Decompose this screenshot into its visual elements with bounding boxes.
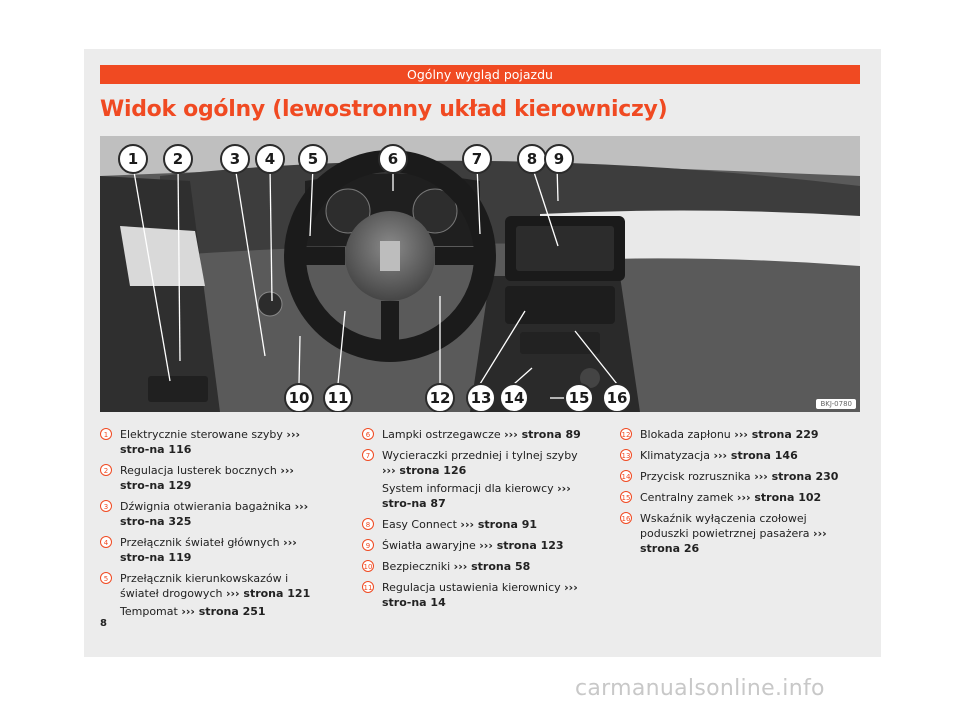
- item-number: 9: [362, 539, 374, 551]
- page-reference: ››› strona 91: [460, 518, 538, 531]
- dashboard-illustration: [100, 136, 860, 412]
- legend-column-2: [362, 427, 587, 616]
- item-number: 1: [100, 428, 112, 440]
- item-number: 7: [362, 449, 374, 461]
- callout-16: 16: [602, 383, 632, 412]
- item-text: Elektrycznie sterowane szyby: [120, 428, 283, 441]
- item-text: Przełącznik świateł głównych: [120, 536, 280, 549]
- page-reference: ››› strona 102: [736, 491, 822, 504]
- item-text: Wycieraczki przedniej i tylnej szyby: [382, 449, 578, 462]
- callout-7: 7: [462, 144, 492, 174]
- item-number: 10: [362, 560, 374, 572]
- page-reference: ››› strona 251: [181, 605, 266, 618]
- list-item: [362, 448, 587, 511]
- callout-13: 13: [466, 383, 496, 412]
- page-reference: ››› strona 123: [479, 539, 564, 552]
- list-item: [100, 463, 325, 493]
- list-item: [100, 499, 325, 529]
- item-text: Centralny zamek: [640, 491, 734, 504]
- callout-6: 6: [378, 144, 408, 174]
- callout-1: 1: [118, 144, 148, 174]
- page-reference: ››› stro-na 87: [382, 482, 571, 510]
- dashboard-figure: [100, 136, 860, 412]
- callout-11: 11: [323, 383, 353, 412]
- item-text: Easy Connect: [382, 518, 457, 531]
- watermark-text: carmanualsonline.info: [575, 676, 825, 701]
- item-text: Regulacja lusterek bocznych: [120, 464, 277, 477]
- page-reference: ››› stro-na 116: [120, 428, 301, 456]
- item-text: Przełącznik kierunkowskazów i świateł drogowych: [120, 572, 289, 600]
- list-item: [620, 427, 845, 442]
- item-number: 4: [100, 536, 112, 548]
- item-number: 5: [100, 572, 112, 584]
- callout-12: 12: [425, 383, 455, 412]
- list-item: [362, 559, 587, 574]
- item-subline: [120, 604, 325, 619]
- item-text: Bezpieczniki: [382, 560, 451, 573]
- section-header: Ogólny wygląd pojazdu: [100, 65, 860, 84]
- legend-column-3: [620, 427, 845, 562]
- callout-8: 8: [517, 144, 547, 174]
- callout-9: 9: [544, 144, 574, 174]
- item-number: 6: [362, 428, 374, 440]
- page-reference: ››› stro-na 129: [120, 464, 294, 492]
- item-number: 15: [620, 491, 632, 503]
- list-item: [620, 469, 845, 484]
- callout-4: 4: [255, 144, 285, 174]
- item-subline: [382, 481, 587, 511]
- list-item: [362, 427, 587, 442]
- page-number: 8: [100, 618, 107, 629]
- page-reference: ››› strona 230: [754, 470, 839, 483]
- callout-2: 2: [163, 144, 193, 174]
- item-text: Przycisk rozrusznika: [640, 470, 751, 483]
- callout-5: 5: [298, 144, 328, 174]
- page-reference: ››› stro-na 14: [382, 581, 578, 609]
- list-item: [620, 448, 845, 463]
- item-text: Regulacja ustawienia kierownicy: [382, 581, 561, 594]
- list-item: [100, 571, 325, 619]
- list-item: [620, 490, 845, 505]
- page-reference: ››› strona 126: [382, 464, 467, 477]
- item-number: 11: [362, 581, 374, 593]
- list-item: [100, 427, 325, 457]
- callout-3: 3: [220, 144, 250, 174]
- item-text: Klimatyzacja: [640, 449, 710, 462]
- list-item: [620, 511, 845, 556]
- callout-10: 10: [284, 383, 314, 412]
- page-reference: ››› strona 229: [734, 428, 819, 441]
- item-number: 8: [362, 518, 374, 530]
- page-reference: ››› strona 58: [453, 560, 531, 573]
- legend-column-1: [100, 427, 325, 625]
- page-reference: ››› stro-na 325: [120, 500, 309, 528]
- item-number: 12: [620, 428, 632, 440]
- item-number: 16: [620, 512, 632, 524]
- item-text: Lampki ostrzegawcze: [382, 428, 501, 441]
- item-text: Światła awaryjne: [382, 539, 476, 552]
- item-number: 14: [620, 470, 632, 482]
- figure-code: BKJ-0780: [816, 399, 856, 409]
- list-item: [100, 535, 325, 565]
- list-item: [362, 580, 587, 610]
- callout-14: 14: [499, 383, 529, 412]
- item-subtext: Tempomat: [120, 605, 178, 618]
- page-reference: ››› strona 146: [713, 449, 798, 462]
- item-number: 2: [100, 464, 112, 476]
- callout-15: 15: [564, 383, 594, 412]
- page-reference: ››› strona 26: [640, 527, 827, 555]
- item-number: 3: [100, 500, 112, 512]
- list-item: [362, 538, 587, 553]
- item-subtext: System informacji dla kierowcy: [382, 482, 554, 495]
- item-text: Wskaźnik wyłączenia czołowej poduszki powietrznej pasażera: [640, 512, 810, 540]
- item-text: Blokada zapłonu: [640, 428, 731, 441]
- page-title: Widok ogólny (lewostronny układ kierowniczy): [100, 97, 668, 122]
- page-reference: ››› strona 89: [504, 428, 581, 441]
- item-number: 13: [620, 449, 632, 461]
- page-reference: ››› strona 121: [225, 587, 311, 600]
- item-text: Dźwignia otwierania bagażnika: [120, 500, 292, 513]
- page-reference: ››› stro-na 119: [120, 536, 297, 564]
- list-item: [362, 517, 587, 532]
